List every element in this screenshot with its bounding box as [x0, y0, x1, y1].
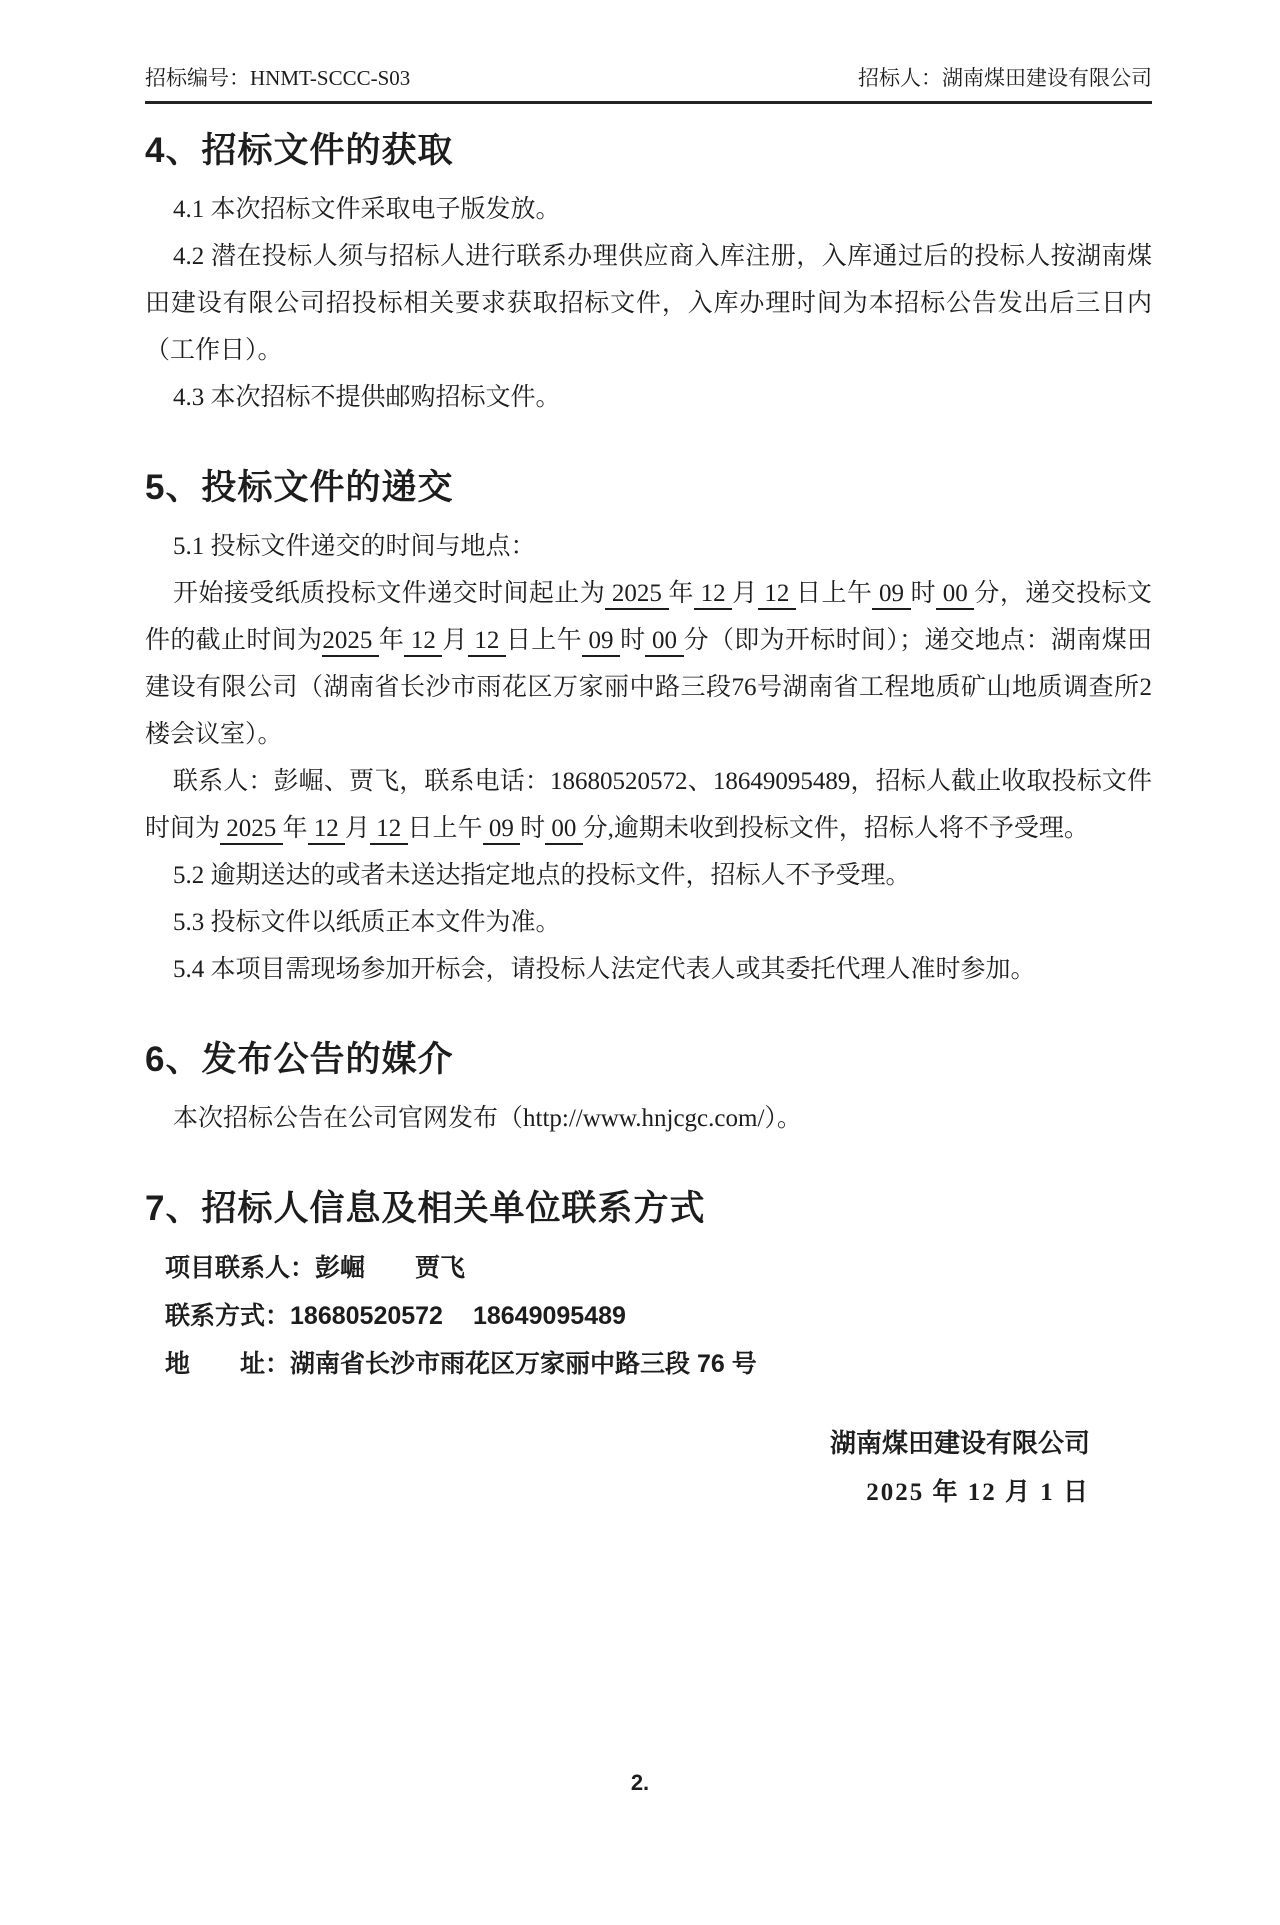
project-contact-row	[145, 1244, 1152, 1292]
contact-deadline-paragraph	[145, 758, 1152, 852]
tenderer-name	[858, 64, 1152, 92]
address-row	[145, 1340, 1152, 1388]
signature-company: 湖南煤田建设有限公司	[829, 1428, 1090, 1458]
cutoff-minute-value: 00	[545, 815, 583, 845]
section-6-title: 6、发布公告的媒介	[145, 1040, 454, 1079]
tender-number	[145, 64, 410, 92]
start-day-value: 12	[758, 580, 796, 610]
text-segment: 月	[442, 627, 468, 654]
text-segment: 日上午	[505, 627, 582, 654]
clause-5-2: 5.2 逾期送达的或者未送达指定地点的投标文件，招标人不予受理。	[173, 862, 911, 889]
page-header	[145, 64, 1152, 104]
text-segment: 分（即为开标时间）；递交地点：湖南煤田建设有限公司（湖南省长沙市雨花区万家丽中路三段76号湖南省工程地质矿山地质调查所2楼会议室）。	[145, 627, 1153, 748]
document-content	[145, 64, 1152, 1512]
clause-4-2: 4.2 潜在投标人须与招标人进行联系办理供应商入库注册，入库通过后的投标人按湖南煤田建设有限公司招投标相关要求获取招标文件，入库办理时间为本招标公告发出后三日内（工作日）。	[145, 243, 1152, 364]
text-segment: 开始接受纸质投标文件递交时间起止为	[173, 580, 606, 607]
tenderer-value: 湖南煤田建设有限公司	[942, 66, 1152, 90]
text-segment: 日上午	[796, 580, 873, 607]
submission-deadline-paragraph	[145, 570, 1152, 758]
signature-date: 2025 年 12 月 1 日	[866, 1479, 1090, 1506]
section-4-title: 4、招标文件的获取	[145, 131, 454, 170]
start-minute-value: 00	[936, 580, 974, 610]
clause-4-1: 4.1 本次招标文件采取电子版发放。	[173, 196, 561, 223]
text-segment: 时	[520, 815, 546, 842]
deadline-month-value: 12	[404, 627, 442, 657]
contact-phone-value: 18680520572 18649095489	[290, 1302, 626, 1330]
text-segment: 月	[732, 580, 758, 607]
cutoff-hour-value: 09	[483, 815, 521, 845]
deadline-day-value: 12	[468, 627, 506, 657]
contact-phone-row	[145, 1292, 1152, 1340]
cutoff-day-value: 12	[370, 815, 408, 845]
text-segment: 联系人：彭崛、贾飞，联系电话：18680520572、18649095489，招标人截止收取投标文件时间为	[145, 768, 1152, 842]
text-segment: 年	[282, 815, 308, 842]
text-segment: 分，递交投标文件的截止时间为	[145, 580, 1152, 654]
contact-phone-label: 联系方式：	[165, 1302, 291, 1330]
page-number: 2.	[630, 1770, 650, 1795]
clause-5-1: 5.1 投标文件递交的时间与地点：	[173, 533, 536, 560]
text-segment: 年	[668, 580, 694, 607]
project-contact-label: 项目联系人：	[165, 1254, 316, 1282]
project-contact-value: 彭崛 贾飞	[315, 1254, 466, 1282]
start-month-value: 12	[694, 580, 732, 610]
deadline-minute-value: 00	[645, 627, 683, 657]
start-year-value: 2025	[605, 580, 668, 610]
clause-5-4: 5.4 本项目需现场参加开标会，请投标人法定代表人或其委托代理人准时参加。	[173, 956, 1036, 983]
deadline-hour-value: 09	[582, 627, 620, 657]
cutoff-month-value: 12	[308, 815, 346, 845]
text-segment: 时	[910, 580, 937, 607]
deadline-year-value: 2025	[322, 627, 379, 657]
tenderer-label: 招标人：	[858, 66, 942, 90]
address-label: 地 址：	[165, 1350, 291, 1378]
cutoff-year-value: 2025	[220, 815, 283, 845]
tender-number-value: HNMT-SCCC-S03	[250, 66, 411, 90]
text-segment: 月	[345, 815, 371, 842]
text-segment: 分,逾期未收到投标文件，招标人将不予受理。	[582, 815, 1089, 842]
tender-number-label: 招标编号：	[145, 66, 250, 90]
address-value: 湖南省长沙市雨花区万家丽中路三段 76 号	[290, 1350, 757, 1378]
signature-block	[145, 1424, 1152, 1512]
text-segment: 年	[378, 627, 405, 654]
start-hour-value: 09	[872, 580, 910, 610]
announcement-media-paragraph: 本次招标公告在公司官网发布（http://www.hnjcgc.com/）。	[173, 1105, 802, 1132]
clause-5-3: 5.3 投标文件以纸质正本文件为准。	[173, 909, 561, 936]
text-segment: 时	[620, 627, 646, 654]
section-7-title: 7、招标人信息及相关单位联系方式	[145, 1189, 706, 1228]
clause-4-3: 4.3 本次招标不提供邮购招标文件。	[173, 384, 561, 411]
text-segment: 日上午	[407, 815, 483, 842]
section-5-title: 5、投标文件的递交	[145, 468, 454, 507]
